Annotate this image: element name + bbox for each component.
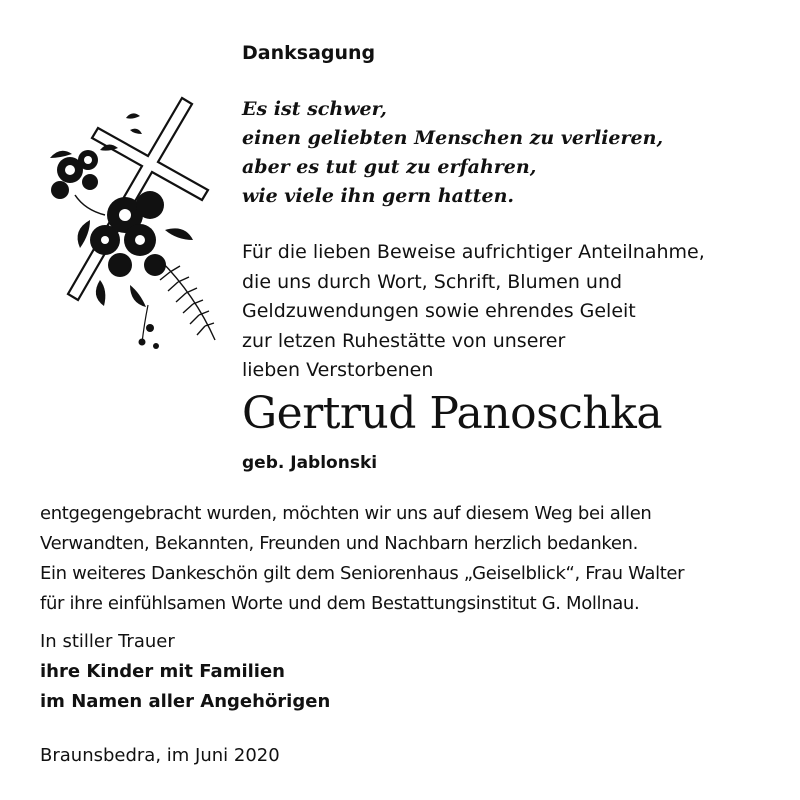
- intro-line: zur letzen Ruhestätte von unserer: [242, 329, 566, 352]
- thanks-line: für ihre einfühlsamen Worte und dem Bestattungsinstitut G. Mollnau.: [40, 593, 640, 614]
- closing-signer: ihre Kinder mit Familien: [40, 661, 285, 682]
- deceased-name: Gertrud Panoschka: [242, 388, 663, 439]
- closing-block: [40, 627, 330, 717]
- thanks-line: Ein weiteres Dankeschön gilt dem Seniorenhaus „Geiselblick“, Frau Walter: [40, 563, 685, 584]
- intro-line: Geldzuwendungen sowie ehrendes Geleit: [242, 300, 636, 322]
- cross-with-roses-icon: [30, 90, 230, 360]
- notice-heading: Danksagung: [242, 42, 376, 64]
- thanks-line: Verwandten, Bekannten, Freunden und Nachbarn herzlich bedanken.: [40, 533, 638, 554]
- closing-intro: In stiller Trauer: [40, 631, 175, 652]
- poem-line: aber es tut gut zu erfahren,: [242, 156, 537, 178]
- closing-signer: im Namen aller Angehörigen: [40, 691, 331, 712]
- intro-paragraph: [242, 238, 705, 386]
- intro-line: die uns durch Wort, Schrift, Blumen und: [242, 270, 623, 293]
- thanks-line: entgegengebracht wurden, möchten wir uns auf diesem Weg bei allen: [40, 503, 652, 524]
- thanks-paragraph: [40, 499, 684, 619]
- poem-line: Es ist schwer,: [242, 98, 387, 120]
- intro-line: Für die lieben Beweise aufrichtiger Anteilnahme,: [242, 241, 705, 263]
- place-date: Braunsbedra, im Juni 2020: [40, 745, 280, 766]
- poem-line: wie viele ihn gern hatten.: [242, 185, 515, 207]
- poem-line: einen geliebten Menschen zu verlieren,: [242, 127, 664, 149]
- maiden-name: geb. Jablonski: [242, 453, 378, 473]
- intro-line: lieben Verstorbenen: [242, 359, 434, 381]
- memorial-poem: [242, 95, 663, 211]
